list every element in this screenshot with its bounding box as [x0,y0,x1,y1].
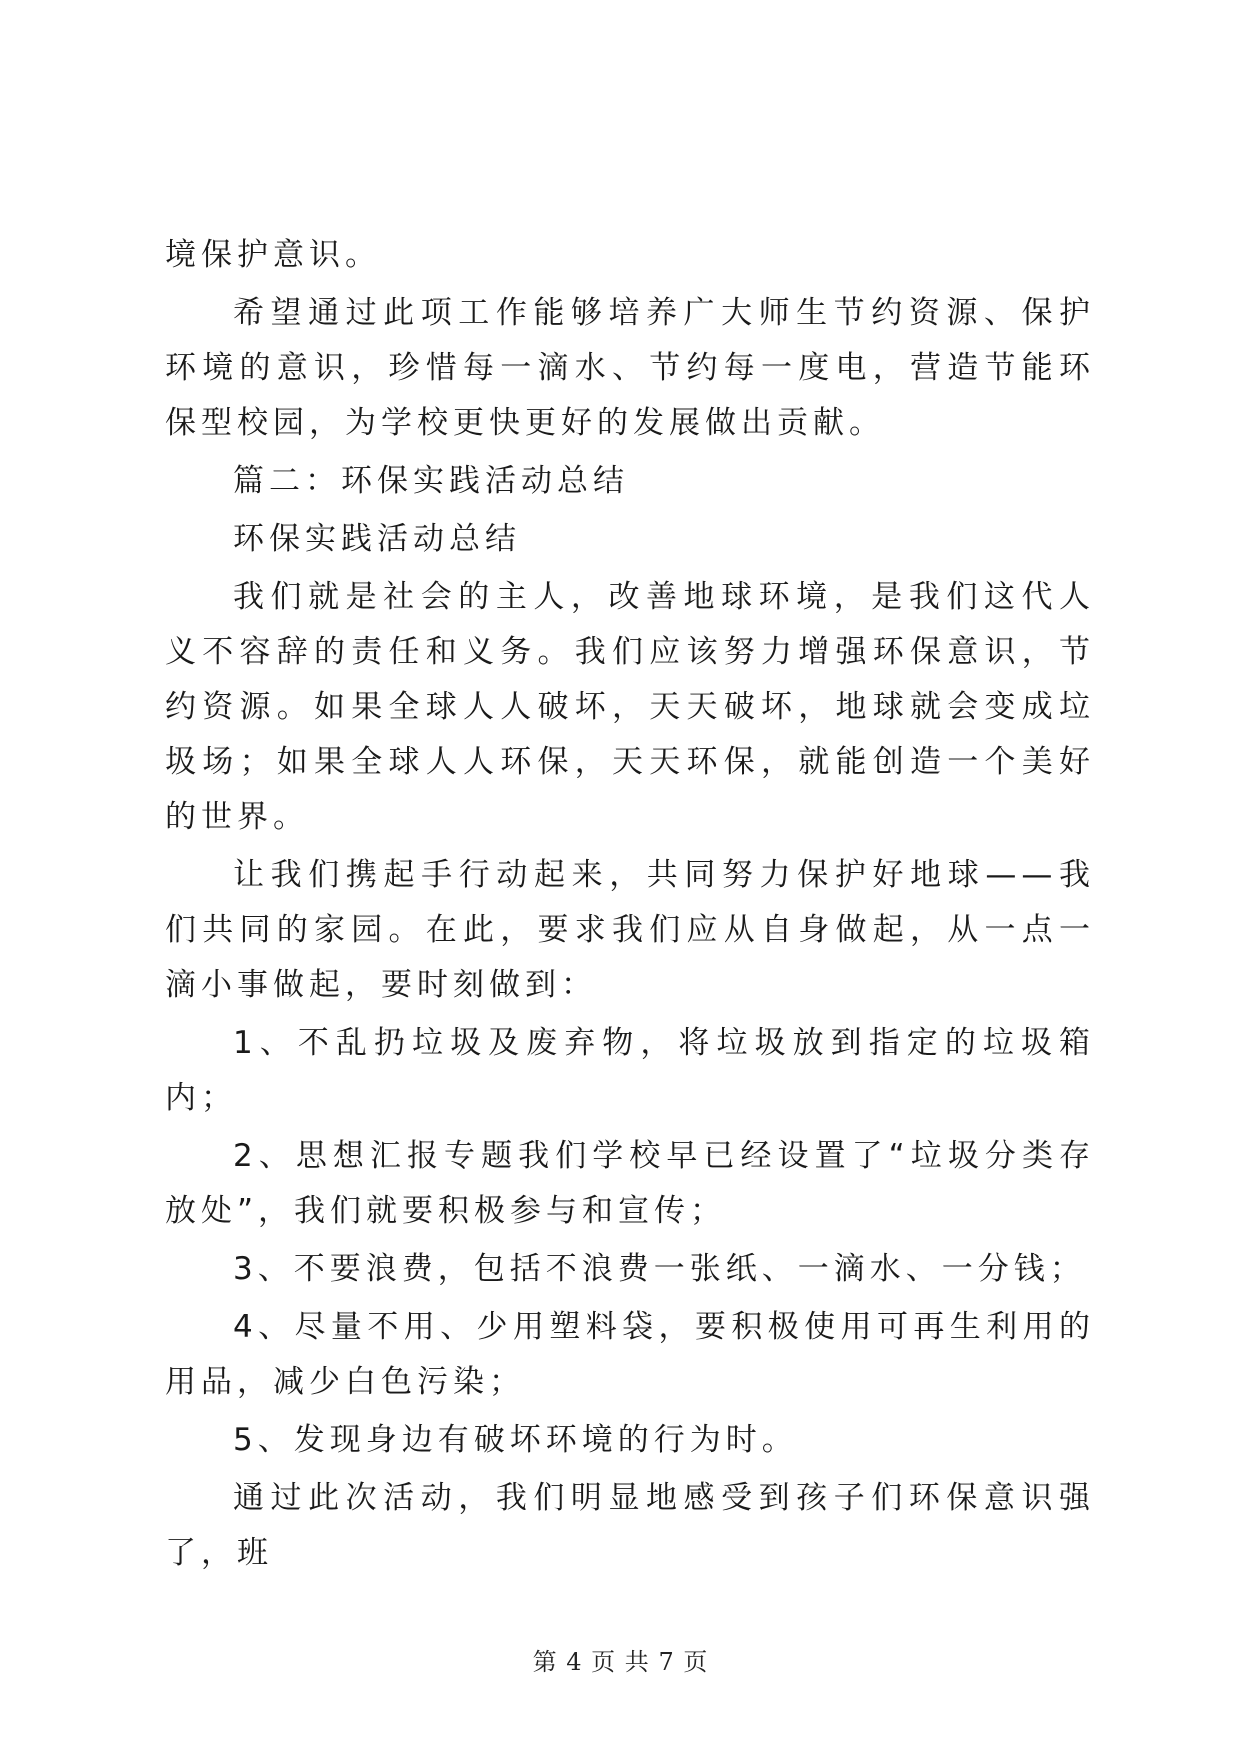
list-item: 2、思想汇报专题我们学校早已经设置了“垃圾分类存放处”，我们就要积极参与和宣传； [165,1138,1095,1229]
list-item: 3、不要浪费，包括不浪费一张纸、一滴水、一分钱； [233,1251,1086,1287]
paragraph: 我们就是社会的主人，改善地球环境，是我们这代人义不容辞的责任和义务。我们应该努力增强环保意识，节约资源。如果全球人人破坏，天天破坏，地球就会变成垃圾场；如果全球人人环保，天天环保，就能创造一个美好的世界。 [165,579,1095,835]
page-number-footer: 第 4 页 共 7 页 [532,1648,709,1676]
list-item: 1、不乱扔垃圾及废弃物，将垃圾放到指定的垃圾箱内； [165,1025,1095,1116]
paragraph: 让我们携起手行动起来，共同努力保护好地球——我们共同的家园。在此，要求我们应从自身做起，从一点一滴小事做起，要时刻做到： [165,857,1095,1003]
paragraph: 通过此次活动，我们明显地感受到孩子们环保意识强了，班 [165,1480,1095,1571]
section-heading: 篇二：环保实践活动总结 [233,463,629,499]
paragraph: 境保护意识。 [165,237,381,273]
list-item: 4、尽量不用、少用塑料袋，要积极使用可再生利用的用品，减少白色污染； [165,1309,1095,1400]
paragraph: 希望通过此项工作能够培养广大师生节约资源、保护环境的意识，珍惜每一滴水、节约每一度电，营造节能环保型校园，为学校更快更好的发展做出贡献。 [165,295,1095,441]
document-body [165,228,1095,1584]
section-title: 环保实践活动总结 [233,521,521,557]
list-item: 5、发现身边有破坏环境的行为时。 [233,1422,798,1458]
